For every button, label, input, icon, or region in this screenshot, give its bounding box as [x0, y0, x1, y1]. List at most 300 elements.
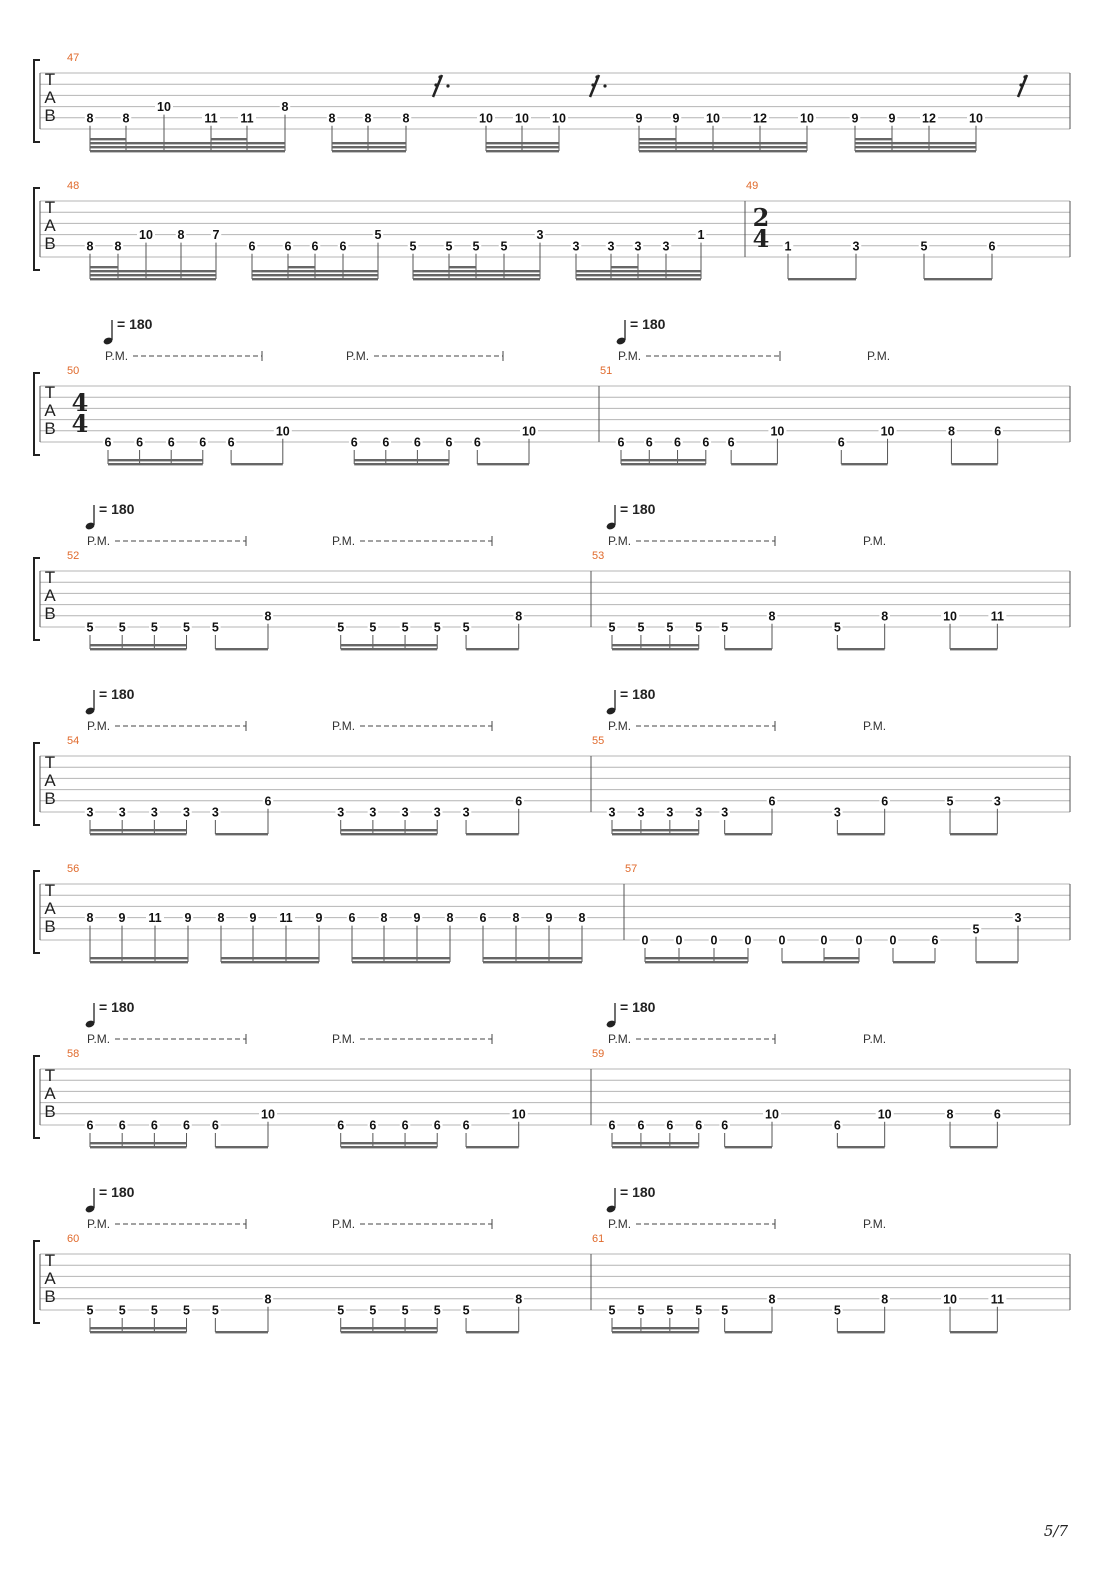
beam: [466, 1331, 519, 1333]
beam: [332, 150, 406, 152]
palm-mute-label: P.M.: [863, 534, 887, 548]
fret-number: 3: [852, 239, 860, 254]
measure-number: 49: [746, 180, 759, 192]
tab-system: [34, 1184, 1070, 1333]
beam: [90, 270, 216, 272]
fret-number: 6: [350, 435, 358, 450]
fret-number: 8: [328, 111, 336, 126]
fret-number: 5: [608, 620, 616, 635]
repeat-dot: [438, 75, 441, 78]
fret-number: 8: [217, 911, 225, 926]
beam: [788, 278, 856, 280]
measure-number: 57: [625, 863, 638, 875]
fret-number: 0: [641, 933, 649, 948]
fret-number: 6: [382, 435, 390, 450]
fret-number: 6: [721, 1118, 729, 1133]
fret-number: 8: [515, 609, 523, 624]
measure-number: 58: [67, 1048, 80, 1060]
palm-mute-label: P.M.: [87, 1217, 111, 1231]
palm-mute-label: P.M.: [863, 1032, 887, 1046]
fret-number: 11: [240, 111, 254, 126]
repeat-dot: [1023, 75, 1026, 78]
fret-number: 8: [881, 609, 889, 624]
fret-number: 10: [522, 424, 536, 439]
repeat-dot: [603, 84, 606, 87]
fret-number: 10: [552, 111, 566, 126]
fret-number: 0: [675, 933, 683, 948]
palm-mute-label: P.M.: [863, 1217, 887, 1231]
fret-number: 6: [833, 1118, 841, 1133]
fret-number: 9: [888, 111, 896, 126]
fret-number: 3: [433, 805, 441, 820]
beam: [413, 278, 540, 280]
beam: [612, 833, 699, 835]
measure-number: 47: [67, 52, 80, 64]
fret-number: 6: [837, 435, 845, 450]
tab-clef-letter: A: [44, 1084, 56, 1103]
tab-system: [34, 999, 1070, 1148]
fret-number: 3: [401, 805, 409, 820]
beam: [90, 138, 126, 140]
beam: [611, 266, 638, 268]
fret-number: 5: [401, 620, 409, 635]
beam: [576, 278, 701, 280]
fret-number: 9: [413, 911, 421, 926]
beam: [950, 1331, 997, 1333]
fret-number: 6: [637, 1118, 645, 1133]
fret-number: 8: [264, 1292, 272, 1307]
fret-number: 5: [369, 1303, 377, 1318]
beam: [90, 833, 187, 835]
beam: [486, 150, 559, 152]
tempo-marking: = 180: [620, 686, 656, 702]
beam: [639, 142, 807, 144]
fret-number: 11: [990, 1292, 1004, 1307]
fret-number: 6: [118, 1118, 126, 1133]
fret-number: 5: [445, 239, 453, 254]
fret-number: 5: [946, 794, 954, 809]
tab-clef-letter: T: [44, 70, 56, 89]
fret-number: 8: [364, 111, 372, 126]
fret-number: 5: [183, 620, 190, 635]
fret-number: 9: [672, 111, 680, 126]
tab-clef-letter: B: [44, 106, 56, 125]
fret-number: 5: [500, 239, 508, 254]
system-bracket: [34, 373, 40, 455]
fret-number: 5: [972, 922, 980, 937]
measure-number: 48: [67, 180, 80, 192]
beam: [352, 961, 450, 963]
fret-number: 3: [637, 805, 645, 820]
fret-number: 5: [118, 1303, 126, 1318]
fret-number: 5: [150, 620, 158, 635]
beam: [221, 957, 319, 959]
palm-mute-label: P.M.: [87, 1032, 111, 1046]
beam: [924, 278, 992, 280]
beam: [976, 961, 1018, 963]
beam: [837, 648, 884, 650]
beam: [621, 459, 706, 461]
fret-number: 5: [401, 1303, 409, 1318]
fret-number: 3: [634, 239, 642, 254]
beam: [639, 146, 807, 148]
fret-number: 8: [402, 111, 410, 126]
beam: [466, 1146, 519, 1148]
palm-mute-label: P.M.: [608, 1217, 632, 1231]
beam: [612, 648, 699, 650]
fret-number: 9: [315, 911, 323, 926]
fret-number: 6: [931, 933, 939, 948]
fret-number: 6: [104, 435, 112, 450]
system-bracket: [34, 188, 40, 270]
beam: [950, 833, 997, 835]
fret-number: 6: [136, 435, 144, 450]
tab-system: [34, 52, 1070, 152]
fret-number: 5: [150, 1303, 158, 1318]
fret-number: 5: [374, 228, 382, 243]
tempo-marking: = 180: [99, 501, 135, 517]
fret-number: 1: [784, 239, 792, 254]
palm-mute-label: P.M.: [346, 349, 370, 363]
beam: [639, 150, 807, 152]
beam: [354, 459, 449, 461]
beam: [90, 961, 188, 963]
beam: [352, 957, 450, 959]
beam: [90, 957, 188, 959]
repeat-dot: [1019, 83, 1022, 86]
fret-number: 6: [86, 1118, 94, 1133]
fret-number: 5: [462, 620, 470, 635]
tab-clef-letter: B: [44, 419, 56, 438]
beam: [108, 459, 203, 461]
fret-number: 6: [445, 435, 453, 450]
fret-number: 6: [339, 239, 347, 254]
tab-clef-letter: T: [44, 881, 56, 900]
beam: [782, 961, 859, 963]
fret-number: 6: [993, 1107, 1001, 1122]
system-bracket: [34, 1241, 40, 1323]
fret-number: 10: [261, 1107, 275, 1122]
tab-clef-letter: T: [44, 1066, 56, 1085]
fret-number: 5: [721, 620, 729, 635]
tab-system: [34, 180, 1070, 280]
beam: [824, 957, 859, 959]
fret-number: 8: [768, 609, 776, 624]
fret-number: 6: [227, 435, 235, 450]
fret-number: 8: [86, 239, 94, 254]
fret-number: 8: [86, 111, 94, 126]
fret-number: 5: [433, 1303, 441, 1318]
measure-number: 59: [592, 1048, 605, 1060]
fret-number: 0: [820, 933, 828, 948]
beam: [837, 833, 884, 835]
fret-number: 6: [674, 435, 682, 450]
fret-number: 6: [617, 435, 625, 450]
beam: [215, 1146, 268, 1148]
fret-number: 10: [943, 1292, 957, 1307]
tempo-marking: = 180: [99, 1184, 135, 1200]
tab-clef-letter: T: [44, 198, 56, 217]
beam: [231, 463, 283, 465]
fret-number: 9: [635, 111, 643, 126]
time-signature-digit: 2: [752, 203, 770, 232]
beam: [486, 146, 559, 148]
fret-number: 10: [479, 111, 493, 126]
beam: [612, 644, 699, 646]
fret-number: 8: [512, 911, 520, 926]
fret-number: 5: [118, 620, 126, 635]
fret-number: 3: [183, 805, 190, 820]
fret-number: 5: [695, 620, 703, 635]
fret-number: 6: [695, 1118, 703, 1133]
page-number: 5/7: [1043, 1522, 1068, 1540]
tab-clef-letter: A: [44, 216, 56, 235]
fret-number: 5: [666, 1303, 674, 1318]
beam: [90, 150, 285, 152]
beam: [341, 1327, 438, 1329]
beam: [413, 270, 540, 272]
fret-number: 6: [727, 435, 735, 450]
beam: [288, 266, 315, 268]
fret-number: 8: [947, 424, 955, 439]
fret-number: 3: [662, 239, 670, 254]
fret-number: 10: [139, 228, 153, 243]
palm-mute-label: P.M.: [608, 534, 632, 548]
fret-number: 5: [833, 1303, 841, 1318]
fret-number: 3: [86, 805, 94, 820]
fret-number: 5: [337, 1303, 345, 1318]
tab-clef-letter: A: [44, 1269, 56, 1288]
tab-clef-letter: A: [44, 771, 56, 790]
beam: [90, 274, 216, 276]
fret-number: 6: [515, 794, 523, 809]
fret-number: 6: [666, 1118, 674, 1133]
fret-number: 9: [851, 111, 859, 126]
fret-number: 5: [472, 239, 480, 254]
tab-clef-letter: A: [44, 899, 56, 918]
tab-clef-letter: B: [44, 917, 56, 936]
tempo-marking: = 180: [99, 999, 135, 1015]
beam: [483, 961, 582, 963]
tempo-marking: = 180: [630, 316, 666, 332]
fret-number: 3: [150, 805, 158, 820]
fret-number: 8: [946, 1107, 954, 1122]
fret-number: 9: [249, 911, 257, 926]
system-bracket: [34, 1056, 40, 1138]
beam: [215, 1331, 268, 1333]
system-bracket: [34, 871, 40, 953]
fret-number: 5: [369, 620, 377, 635]
fret-number: 6: [401, 1118, 409, 1133]
fret-number: 3: [572, 239, 580, 254]
fret-number: 5: [337, 620, 345, 635]
fret-number: 10: [770, 424, 785, 439]
fret-number: 10: [969, 111, 983, 126]
beam: [341, 829, 438, 831]
fret-number: 9: [545, 911, 553, 926]
fret-number: 3: [607, 239, 615, 254]
fret-number: 6: [211, 1118, 219, 1133]
tab-clef-letter: B: [44, 604, 56, 623]
fret-number: 6: [473, 435, 481, 450]
palm-mute-label: P.M.: [608, 1032, 632, 1046]
tempo-marking: = 180: [99, 686, 135, 702]
repeat-dot: [434, 83, 437, 86]
fret-number: 3: [462, 805, 470, 820]
beam: [449, 266, 476, 268]
tab-clef-letter: A: [44, 401, 56, 420]
time-signature-digit: 4: [752, 224, 770, 253]
fret-number: 11: [204, 111, 218, 126]
beam: [612, 1142, 699, 1144]
repeat-dot: [595, 75, 598, 78]
fret-number: 3: [695, 805, 703, 820]
beam: [215, 833, 268, 835]
palm-mute-label: P.M.: [332, 534, 356, 548]
fret-number: 10: [706, 111, 720, 126]
beam: [90, 829, 187, 831]
beam: [731, 463, 777, 465]
beam: [612, 1327, 699, 1329]
fret-number: 5: [637, 1303, 645, 1318]
tab-clef-letter: T: [44, 753, 56, 772]
tempo-marking: = 180: [620, 1184, 656, 1200]
measure-number: 60: [67, 1233, 80, 1245]
beam: [332, 146, 406, 148]
beam: [466, 833, 519, 835]
beam: [477, 463, 529, 465]
fret-number: 5: [409, 239, 417, 254]
fret-number: 6: [479, 911, 487, 926]
measure-number: 52: [67, 550, 80, 562]
fret-number: 8: [446, 911, 454, 926]
fret-number: 8: [86, 911, 94, 926]
fret-number: 3: [608, 805, 616, 820]
fret-number: 10: [880, 424, 895, 439]
beam: [90, 146, 285, 148]
fret-number: 5: [721, 1303, 729, 1318]
fret-number: 6: [988, 239, 996, 254]
fret-number: 3: [666, 805, 674, 820]
fret-number: 12: [922, 111, 936, 126]
beam: [951, 463, 997, 465]
tab-clef-letter: B: [44, 234, 56, 253]
tempo-marking: = 180: [620, 501, 656, 517]
fret-number: 3: [118, 805, 126, 820]
palm-mute-label: P.M.: [863, 719, 887, 733]
tab-clef-letter: B: [44, 1287, 56, 1306]
beam: [639, 138, 676, 140]
fret-number: 5: [608, 1303, 616, 1318]
measure-number: 55: [592, 735, 605, 747]
measure-number: 50: [67, 365, 80, 377]
beam: [576, 274, 701, 276]
fret-number: 5: [86, 620, 94, 635]
beam: [221, 961, 319, 963]
beam: [90, 648, 187, 650]
beam: [612, 829, 699, 831]
fret-number: 0: [710, 933, 718, 948]
beam: [252, 274, 378, 276]
fret-number: 5: [183, 1303, 190, 1318]
fret-number: 3: [211, 805, 219, 820]
fret-number: 5: [637, 620, 645, 635]
beam: [725, 1146, 772, 1148]
fret-number: 3: [536, 228, 544, 243]
fret-number: 3: [993, 794, 1001, 809]
beam: [108, 463, 203, 465]
fret-number: 3: [337, 805, 345, 820]
beam: [90, 644, 187, 646]
fret-number: 10: [515, 111, 529, 126]
beam: [483, 957, 582, 959]
fret-number: 8: [122, 111, 130, 126]
beam: [841, 463, 887, 465]
beam: [837, 1331, 884, 1333]
beam: [341, 1331, 438, 1333]
fret-number: 5: [462, 1303, 470, 1318]
beam: [332, 142, 406, 144]
beam: [90, 1331, 187, 1333]
fret-number: 10: [765, 1107, 779, 1122]
fret-number: 0: [889, 933, 897, 948]
fret-number: 0: [778, 933, 786, 948]
tab-clef-letter: B: [44, 1102, 56, 1121]
beam: [893, 961, 935, 963]
tab-system: [34, 686, 1070, 835]
palm-mute-label: P.M.: [867, 349, 891, 363]
beam: [90, 266, 118, 268]
fret-number: 6: [199, 435, 207, 450]
beam: [576, 270, 701, 272]
beam: [252, 278, 378, 280]
fret-number: 3: [1014, 911, 1022, 926]
fret-number: 9: [184, 911, 192, 926]
beam: [211, 138, 247, 140]
tab-system: [34, 316, 1070, 465]
beam: [621, 463, 706, 465]
repeat-dot: [446, 84, 449, 87]
fret-number: 3: [721, 805, 729, 820]
beam: [725, 1331, 772, 1333]
beam: [950, 1146, 997, 1148]
fret-number: 6: [348, 911, 356, 926]
fret-number: 5: [695, 1303, 703, 1318]
fret-number: 11: [148, 911, 162, 926]
fret-number: 10: [511, 1107, 526, 1122]
system-bracket: [34, 743, 40, 825]
tab-clef-letter: A: [44, 586, 56, 605]
tab-clef-letter: B: [44, 789, 56, 808]
fret-number: 6: [183, 1118, 190, 1133]
beam: [90, 1142, 187, 1144]
fret-number: 8: [768, 1292, 776, 1307]
measure-number: 56: [67, 863, 80, 875]
beam: [486, 142, 559, 144]
fret-number: 6: [881, 794, 889, 809]
beam: [612, 1146, 699, 1148]
tab-clef-letter: T: [44, 383, 56, 402]
beam: [341, 648, 438, 650]
fret-number: 6: [768, 794, 776, 809]
tempo-marking: = 180: [117, 316, 153, 332]
tab-system: [34, 501, 1070, 650]
beam: [855, 138, 892, 140]
fret-number: 9: [118, 911, 126, 926]
beam: [645, 957, 748, 959]
palm-mute-label: P.M.: [332, 1032, 356, 1046]
beam: [341, 1146, 438, 1148]
